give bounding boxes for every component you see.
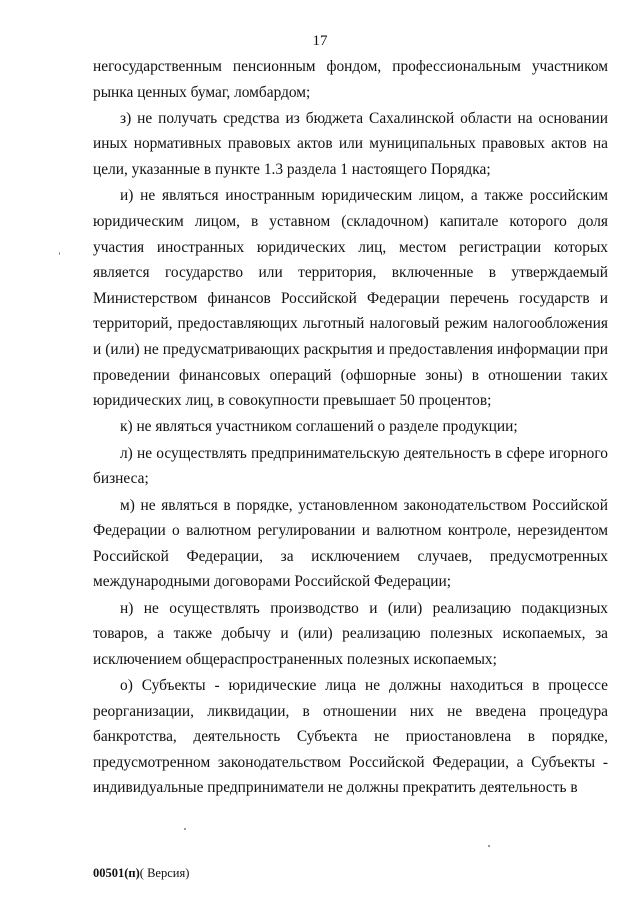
paragraph-item-l: л) не осуществлять предпринимательскую деятельность в сфере игорного бизнеса;: [93, 444, 608, 488]
scan-speck: [184, 828, 186, 830]
scan-speck: [488, 845, 490, 847]
version-label: ( Версия): [139, 866, 190, 880]
page-number: 17: [312, 33, 328, 49]
paragraph-item-i: и) не являться иностранным юридическим лицом, а также российским юридическим лицом, в уставном (складочном) капитале которого доля участия иностранных юридических лиц, местом регистрации которых является государство или территория, включенные в утверждаемый Министерством финансов Российской Федерации перечень государств и территорий, предоставляющих льготный налоговый режим налогообложения и (или) не предусматривающих раскрытия и предоставления информации при проведении финансовых операций (офшорные зоны) в отношении таких юридических лиц, в совокупности превышает 50 процентов;: [93, 187, 608, 410]
paragraph-item-n: н) не осуществлять производство и (или) реализацию подакцизных товаров, а также добычу и (или) реализацию полезных ископаемых, за исключением общераспространенных полезных ископаемых;: [93, 599, 608, 668]
document-footer: [93, 866, 189, 881]
paragraph-item-k: к) не являться участником соглашений о разделе продукции;: [120, 418, 518, 436]
paragraph-item-m: м) не являться в порядке, установленном законодательством Российской Федерации о валютном регулировании и валютном контроле, нерезидентом Российской Федерации, за исключением случаев, предусмотренных международными договорами Российской Федерации;: [93, 496, 608, 591]
document-code: 00501(п): [93, 866, 140, 880]
scan-speck: [59, 252, 60, 255]
document-body: [93, 54, 608, 801]
paragraph-continuation: негосударственным пенсионным фондом, профессиональным участником рынка ценных бумаг, ломбардом;: [93, 58, 608, 101]
paragraph-item-o: о) Субъекты - юридические лица не должны находиться в процессе реорганизации, ликвидации, в отношении них не введена процедура банкротства, деятельность Субъекта не приостановлена в порядке, предусмотренном законодательством Российской Федерации, а Субъекты - индивидуальные предприниматели не должны прекратить деятельность в: [93, 677, 608, 797]
paragraph-item-z: з) не получать средства из бюджета Сахалинской области на основании иных нормативных правовых актов или муниципальных правовых актов на цели, указанные в пункте 1.3 раздела 1 настоящего Порядка;: [93, 109, 608, 179]
